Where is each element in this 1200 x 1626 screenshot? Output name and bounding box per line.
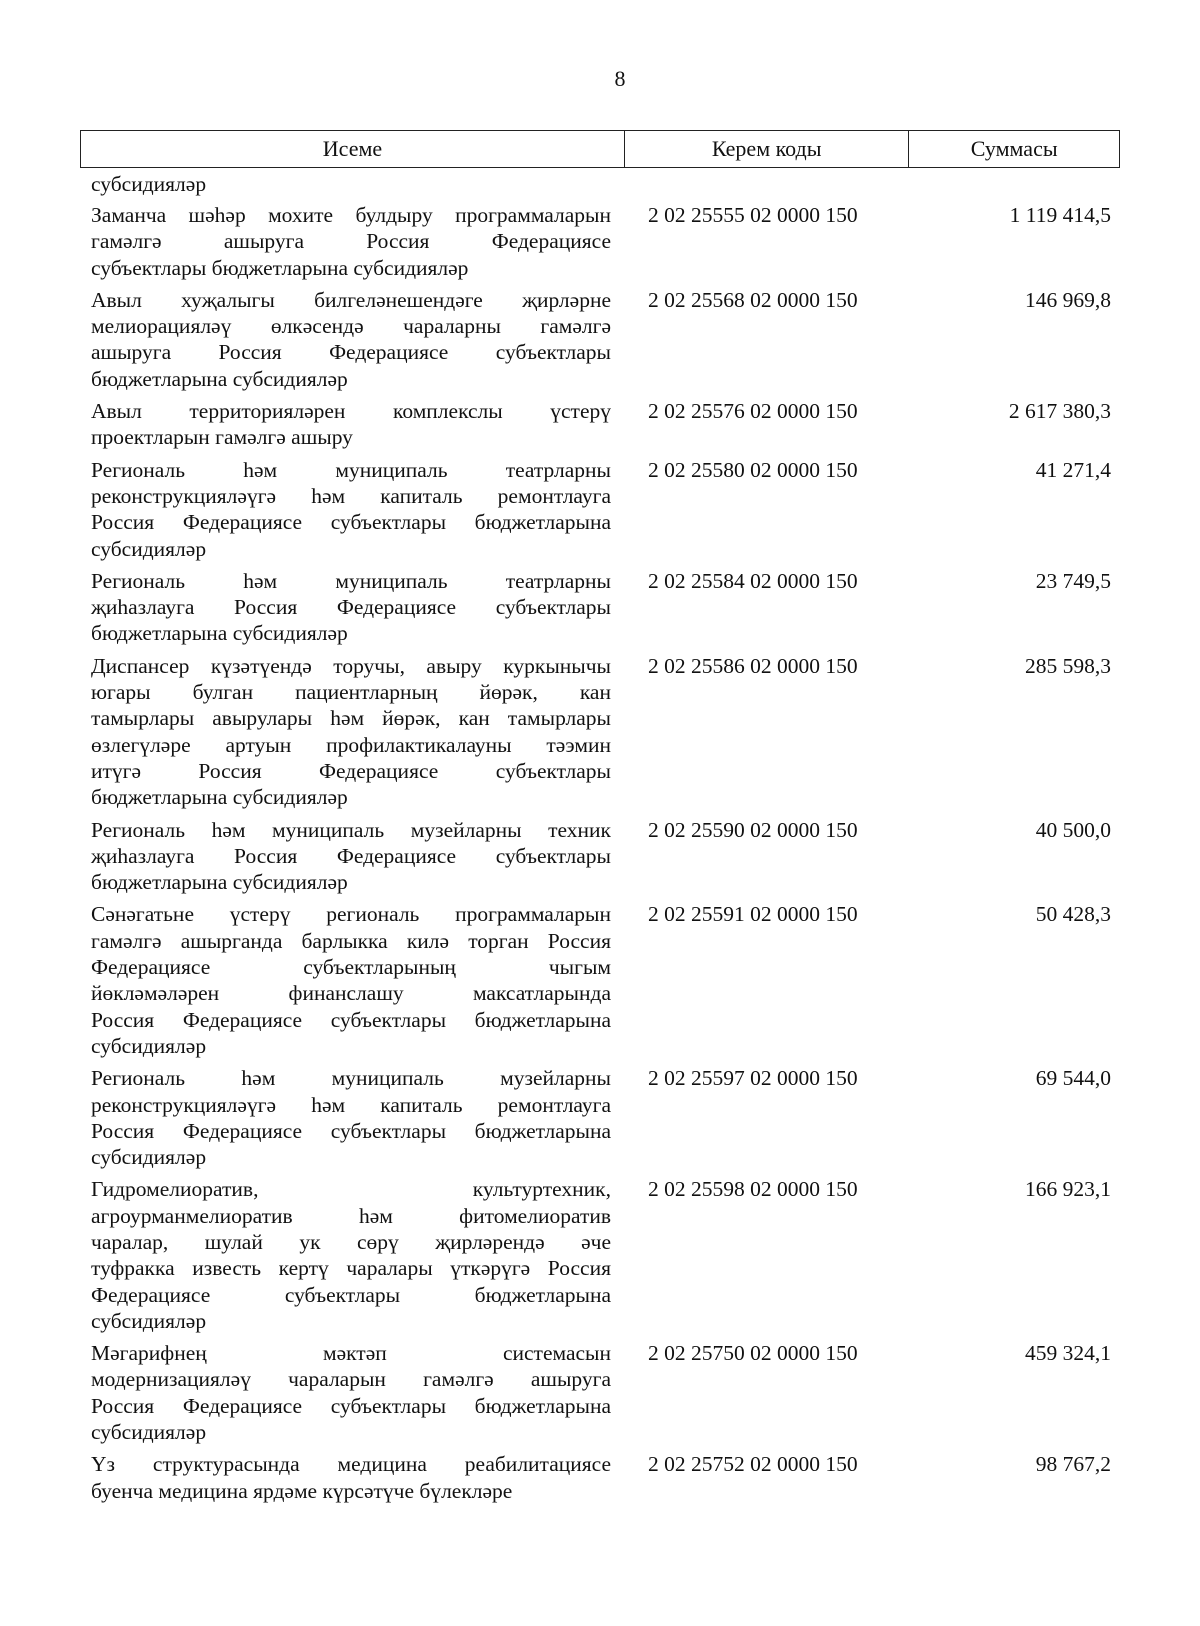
row-name-line: чаралар, шулай ук сөрү җирләрендә әче [91,1229,611,1254]
row-name-line: йөкләмәләрен финанслашу максатларында [91,981,611,1006]
table-row [91,398,1111,451]
row-name [91,457,611,562]
row-name [91,398,611,451]
table-row [91,1176,1111,1334]
table-row [91,1340,1111,1445]
row-sum: 146 969,8 [1025,287,1111,312]
table-row [91,1065,1111,1170]
table-body [91,171,1111,1510]
row-name [91,1176,611,1334]
table-row [91,568,1111,647]
row-name-line: җиһазлауга Россия Федерациясе субъектлары [91,843,611,868]
row-name-line: реконструкцияләүгә һәм капиталь ремонтлауга [91,1092,611,1117]
page-number: 8 [614,66,626,91]
row-code: 2 02 25591 02 0000 150 [648,902,858,927]
row-code: 2 02 25555 02 0000 150 [648,203,858,227]
table-row [91,653,1111,811]
row-name-line: бюджетларына субсидияләр [91,366,348,391]
row-code: 2 02 25597 02 0000 150 [648,1066,858,1091]
row-name [91,1065,611,1170]
row-name-line: гамәлгә ашыруга Россия Федерациясе [91,229,611,254]
table-header [80,130,1120,168]
row-code: 2 02 25568 02 0000 150 [648,287,858,312]
row-name-line: Региональ һәм муниципаль музейларны [91,1066,611,1091]
row-code: 2 02 25752 02 0000 150 [648,1452,858,1477]
row-name [91,202,611,281]
row-name-line: туфракка известь кертү чаралары үткәрүгә Россия [91,1256,611,1281]
row-name-line: Региональ һәм муниципаль театрларны [91,457,611,482]
row-name-line: Үз структурасында медицина реабилитациясе [91,1452,611,1477]
row-sum: 41 271,4 [1035,457,1111,482]
row-name-line: бюджетларына субсидияләр [91,785,348,810]
row-name-line: югары булган пациентларның йөрәк, кан [91,680,611,705]
row-code: 2 02 25586 02 0000 150 [648,653,858,678]
row-name-line: проектларын гамәлгә ашыру [91,425,353,450]
row-name-line: буенча медицина ярдәме күрсәтүче бүлекләре [91,1478,513,1503]
row-code: 2 02 25598 02 0000 150 [648,1177,858,1202]
row-name-line: субсидияләр [91,1308,207,1333]
row-name-line: субсидияләр [91,1033,207,1058]
row-name-line: Россия Федерациясе субъектлары бюджетларына [91,510,611,535]
row-name-line: реконструкцияләүгә һәм капиталь ремонтлауга [91,483,611,508]
row-sum: 2 617 380,3 [1008,399,1111,424]
row-name-line: Авыл хуҗалыгы билгеләнешендәге җирләрне [91,287,611,312]
row-code: 2 02 25750 02 0000 150 [648,1341,858,1366]
row-name-line: Россия Федерациясе субъектлары бюджетларына [91,1118,611,1143]
row-name [91,901,611,1059]
row-name-line: Региональ һәм муниципаль музейларны техник [91,817,611,842]
row-name-line: ашыруга Россия Федерациясе субъектлары [91,340,611,365]
row-sum: 285 598,3 [1025,653,1111,678]
row-code: 2 02 25580 02 0000 150 [648,457,858,482]
row-name-line: өзлегүләре артуын профилактикалауны тәэмин [91,732,611,757]
row-name-line: гамәлгә ашырганда барлыкка килә торган Россия [91,928,611,953]
table-row [91,817,1111,896]
row-name [91,1340,611,1445]
row-name-line: мелиорацияләү өлкәсендә чараларны гамәлгә [91,314,611,339]
row-name-line: Авыл территорияләрен комплекслы үстерү [91,399,611,424]
table-row [91,287,1111,392]
row-name [91,1451,611,1504]
row-name [91,287,611,392]
row-name [91,568,611,647]
row-name-line: Региональ һәм муниципаль театрларны [91,568,611,593]
row-name-line: модернизацияләү чараларын гамәлгә ашыруга [91,1367,611,1392]
row-name-line: бюджетларына субсидияләр [91,621,348,646]
table-row [91,457,1111,562]
table-row [91,202,1111,281]
row-name-line: субсидияләр [91,1145,207,1170]
row-name [91,817,611,896]
row-name-line: Федерациясе субъектлары бюджетларына [91,1282,611,1307]
row-name-line: Диспансер күзәтүендә торучы, авыру куркынычы [91,653,611,678]
row-sum: 459 324,1 [1025,1341,1111,1366]
header-name: Исеме [81,131,625,167]
row-sum: 23 749,5 [1035,568,1111,593]
table-row [91,1451,1111,1504]
row-name-line: Мәгарифнең мәктәп системасын [91,1341,611,1366]
row-code: 2 02 25590 02 0000 150 [648,817,858,842]
header-code: Керем коды [625,131,909,167]
row-name-line: субсидияләр [91,1420,207,1445]
row-name [91,653,611,811]
row-code: 2 02 25584 02 0000 150 [648,568,858,593]
row-name-line: бюджетларына субсидияләр [91,870,348,895]
row-sum: 69 544,0 [1035,1066,1111,1091]
row-name-line: Гидромелиоратив, культуртехник, [91,1177,611,1202]
row-name-line: субъектлары бюджетларына субсидияләр [91,255,469,280]
row-name-line: итүгә Россия Федерациясе субъектлары [91,758,611,783]
row-name-line: җиһазлауга Россия Федерациясе субъектлары [91,595,611,620]
row-sum: 98 767,2 [1035,1452,1111,1477]
row-sum: 50 428,3 [1035,902,1111,927]
row-name-line: Россия Федерациясе субъектлары бюджетларына [91,1393,611,1418]
row-name-line: субсидияләр [91,536,207,561]
continued-text: субсидияләр [91,172,207,196]
row-name-line: тамырлары авырулары һәм йөрәк, кан тамырлары [91,706,611,731]
row-name-line: Заманча шәһәр мохите булдыру программаларын [91,203,611,227]
row-sum: 1 119 414,5 [1009,203,1111,227]
table-row [91,901,1111,1059]
row-name-line: агроурманмелиоратив һәм фитомелиоратив [91,1203,611,1228]
row-sum: 40 500,0 [1035,817,1111,842]
row-code: 2 02 25576 02 0000 150 [648,399,858,424]
row-name-line: Сәнәгатьне үстерү региональ программаларын [91,902,611,927]
row-name-line: Россия Федерациясе субъектлары бюджетларына [91,1007,611,1032]
row-sum: 166 923,1 [1025,1177,1111,1202]
row-name-line: Федерациясе субъектларының чыгым [91,955,611,980]
header-sum: Суммасы [970,136,1058,161]
